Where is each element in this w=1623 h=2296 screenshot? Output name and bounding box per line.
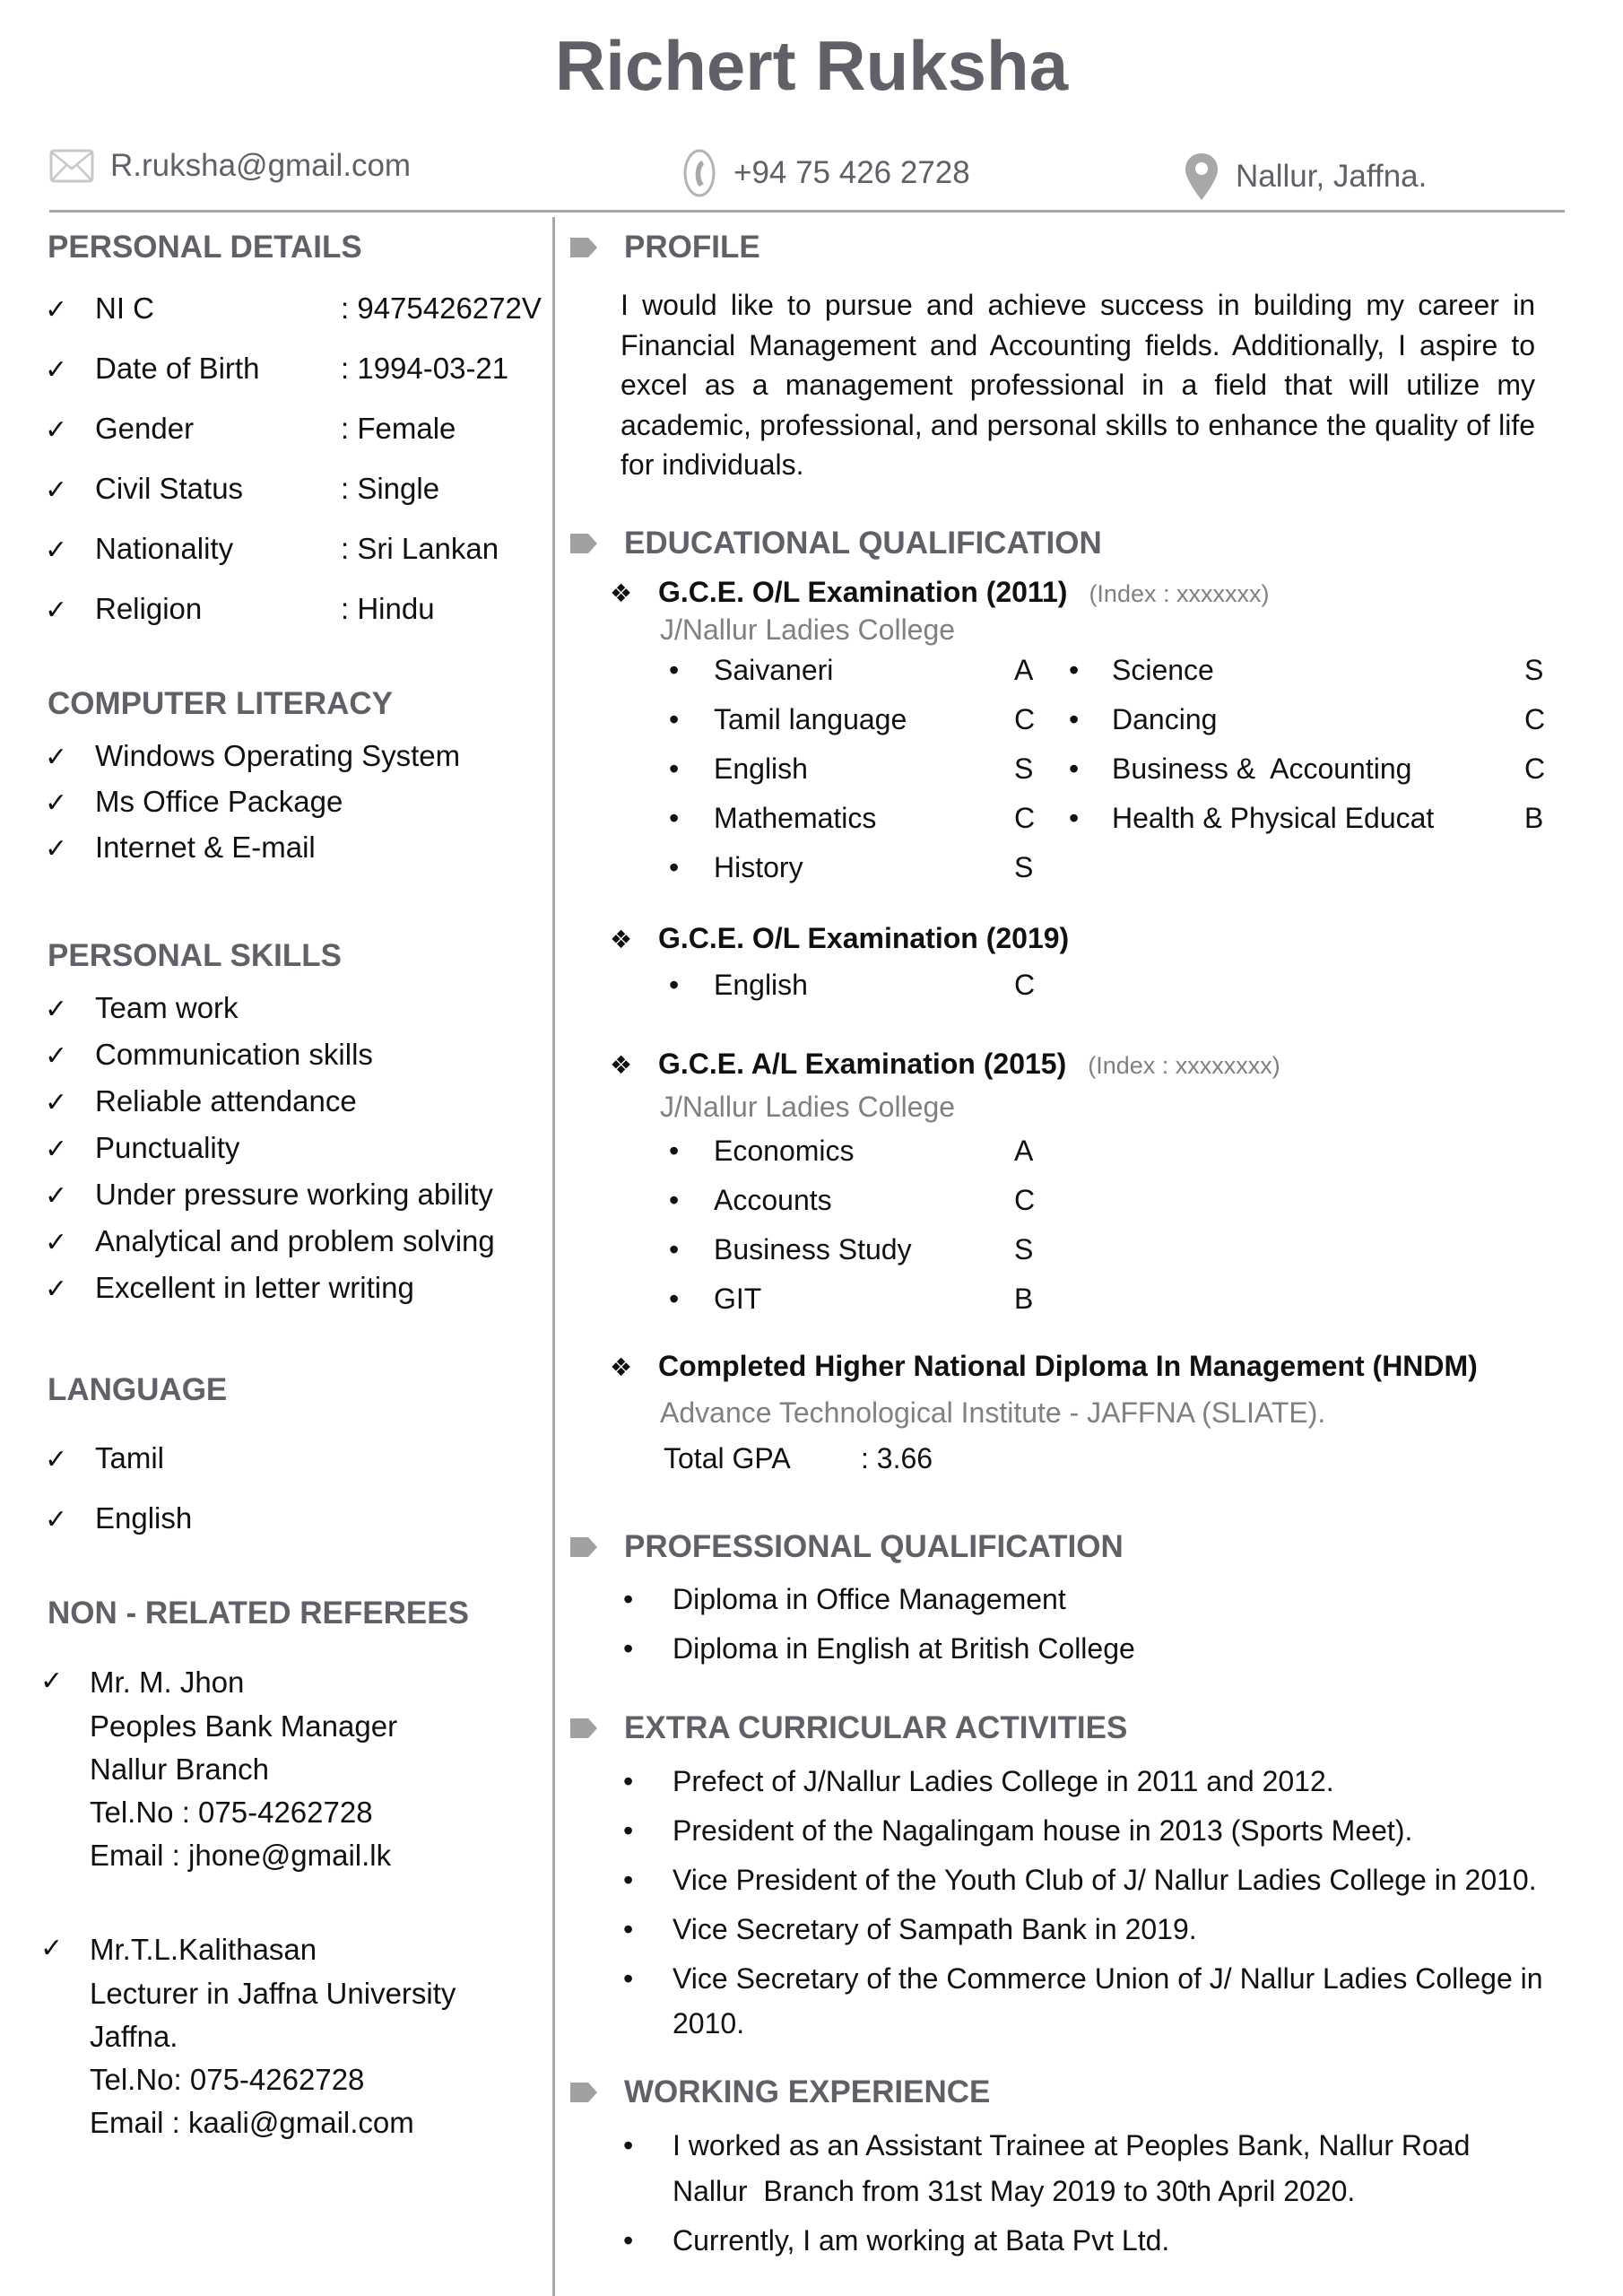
- heading-text: WORKING EXPERIENCE: [624, 2074, 991, 2109]
- personal-skills-heading: PERSONAL SKILLS: [48, 938, 343, 973]
- detail-row: [45, 592, 435, 626]
- exam-index: (Index : xxxxxxxx): [1088, 1052, 1280, 1079]
- item-text: Internet & E-mail: [95, 831, 316, 864]
- detail-label: NI C: [95, 291, 154, 325]
- check-icon: ✓: [45, 995, 68, 1024]
- subject-grade: B: [1014, 1283, 1034, 1315]
- profile-text: I would like to pursue and achieve success in building my career in Financial Management and Accounting fields. Additionally, I aspire to excel as a management professional in a field that will utilize my academic, professional, and personal skills to enhance the quality of life for individuals.: [621, 289, 1535, 481]
- item-text: Tamil: [95, 1441, 165, 1474]
- check-icon: ✓: [40, 1934, 64, 1963]
- referee-phone: Tel.No: 075-4262728: [90, 2063, 365, 2096]
- item-text: Windows Operating System: [95, 739, 461, 772]
- contact-phone: [681, 148, 970, 198]
- language-heading: LANGUAGE: [48, 1372, 228, 1407]
- section-marker-icon: [570, 1718, 597, 1738]
- item-text: Diploma in Office Management: [673, 1583, 1066, 1615]
- list-item: [45, 831, 316, 865]
- check-icon: ✓: [45, 1505, 68, 1535]
- address-text: Nallur, Jaffna.: [1236, 159, 1428, 194]
- subject-name: English: [714, 752, 808, 785]
- subject-grade: C: [1524, 703, 1546, 735]
- subject-name: English: [714, 969, 808, 1001]
- check-icon: ✓: [45, 834, 68, 864]
- detail-row: [45, 472, 440, 506]
- subject-grade: S: [1524, 654, 1544, 686]
- school-name: J/Nallur Ladies College: [660, 1091, 956, 1123]
- detail-label: Religion: [95, 592, 203, 625]
- list-item: [45, 739, 460, 773]
- item-text: Vice Secretary of the Commerce Union of J/ Nallur Ladies College in: [673, 1962, 1543, 1995]
- check-icon: ✓: [45, 1088, 68, 1118]
- subject-name: Health & Physical Educat: [1112, 802, 1435, 834]
- candidate-name: Richert Ruksha: [554, 26, 1069, 105]
- phone-text: +94 75 426 2728: [733, 155, 970, 190]
- bullet-icon: •: [1069, 752, 1080, 785]
- check-icon: ✓: [45, 788, 68, 818]
- email-text: R.ruksha@gmail.com: [110, 148, 412, 183]
- item-text: 2010.: [673, 2007, 745, 2039]
- item-text: Ms Office Package: [95, 785, 343, 818]
- bullet-icon: •: [669, 1233, 680, 1265]
- referee-email: Email : kaali@gmail.com: [90, 2106, 414, 2139]
- item-text: Excellent in letter writing: [95, 1271, 414, 1304]
- subject-name: Mathematics: [714, 802, 877, 834]
- bullet-icon: •: [669, 1283, 680, 1315]
- subject-name: Accounts: [714, 1184, 832, 1216]
- list-item: [45, 1131, 239, 1165]
- bullet-icon: •: [623, 1632, 634, 1665]
- item-text: Vice Secretary of Sampath Bank in 2019.: [673, 1913, 1197, 1945]
- referee-name: Mr. M. Jhon: [90, 1665, 245, 1699]
- bullet-icon: •: [1069, 654, 1080, 686]
- check-icon: ✓: [45, 1228, 68, 1257]
- list-item: [45, 1224, 495, 1258]
- profile-heading: [570, 230, 760, 265]
- subject-name: Dancing: [1112, 703, 1218, 735]
- referee-email: Email : jhone@gmail.lk: [90, 1839, 392, 1872]
- section-marker-icon: [570, 534, 597, 553]
- extra-curricular-heading: [570, 1710, 1127, 1746]
- item-text: English: [95, 1501, 193, 1535]
- gpa-label: Total GPA: [664, 1442, 791, 1474]
- referee-title: Peoples Bank Manager: [90, 1709, 398, 1743]
- subject-name: Business Study: [714, 1233, 912, 1265]
- detail-row: [45, 291, 542, 326]
- diamond-bullet-icon: ❖: [610, 579, 633, 607]
- section-marker-icon: [570, 238, 597, 257]
- referee-phone: Tel.No : 075-4262728: [90, 1796, 373, 1829]
- bullet-icon: •: [623, 1583, 634, 1615]
- subject-name: Science: [1112, 654, 1214, 686]
- subject-grade: A: [1014, 654, 1034, 686]
- exam-title: G.C.E. A/L Examination (2015): [658, 1048, 1067, 1080]
- item-text: Team work: [95, 991, 239, 1024]
- item-text: Currently, I am working at Bata Pvt Ltd.: [673, 2224, 1170, 2257]
- item-text: Nallur Branch from 31st May 2019 to 30th April 2020.: [673, 2175, 1356, 2207]
- bullet-icon: •: [623, 1814, 634, 1847]
- item-text: Vice President of the Youth Club of J/ Nallur Ladies College in 2010.: [673, 1864, 1537, 1896]
- map-pin-icon: [1184, 152, 1219, 202]
- heading-text: PROFESSIONAL QUALIFICATION: [624, 1529, 1124, 1564]
- heading-text: EXTRA CURRICULAR ACTIVITIES: [624, 1710, 1128, 1745]
- detail-label: Gender: [95, 412, 195, 445]
- check-icon: ✓: [45, 1274, 68, 1304]
- diamond-bullet-icon: ❖: [610, 926, 633, 953]
- list-item: [45, 1084, 357, 1118]
- envelope-icon: [49, 149, 94, 183]
- personal-details-heading: PERSONAL DETAILS: [48, 230, 362, 265]
- subject-grade: S: [1014, 851, 1034, 883]
- school-name: J/Nallur Ladies College: [660, 613, 956, 646]
- check-icon: ✓: [45, 1181, 68, 1211]
- check-icon: ✓: [45, 535, 68, 565]
- bullet-icon: •: [669, 654, 680, 686]
- item-text: Diploma in English at British College: [673, 1632, 1135, 1665]
- detail-label: Nationality: [95, 532, 234, 565]
- detail-value: : Sri Lankan: [341, 532, 499, 565]
- bullet-icon: •: [1069, 703, 1080, 735]
- computer-literacy-heading: COMPUTER LITERACY: [48, 686, 393, 721]
- exam-title: G.C.E. O/L Examination (2011): [658, 576, 1068, 608]
- contact-email: [49, 148, 411, 184]
- detail-label: Civil Status: [95, 472, 244, 505]
- check-icon: ✓: [45, 596, 68, 625]
- subject-grade: C: [1014, 802, 1036, 834]
- bullet-icon: •: [623, 1864, 634, 1896]
- subject-grade: A: [1014, 1135, 1034, 1167]
- detail-row: [45, 532, 499, 566]
- detail-label: Date of Birth: [95, 352, 260, 385]
- bullet-icon: •: [623, 2224, 634, 2257]
- professional-heading: [570, 1529, 1124, 1565]
- item-text: Under pressure working ability: [95, 1178, 493, 1211]
- check-icon: ✓: [45, 355, 68, 385]
- contact-address: [1184, 152, 1427, 202]
- item-text: Punctuality: [95, 1131, 240, 1164]
- bullet-icon: •: [669, 1135, 680, 1167]
- detail-value: : Single: [341, 472, 440, 505]
- check-icon: ✓: [45, 295, 68, 325]
- check-icon: ✓: [45, 1041, 68, 1071]
- check-icon: ✓: [45, 1135, 68, 1164]
- referee-title: Lecturer in Jaffna University: [90, 1977, 456, 2010]
- detail-value: : Hindu: [341, 592, 435, 625]
- bullet-icon: •: [623, 1962, 634, 1995]
- subject-grade: S: [1014, 752, 1034, 785]
- list-item: [45, 1441, 164, 1475]
- section-marker-icon: [570, 2083, 597, 2102]
- subject-grade: C: [1524, 752, 1546, 785]
- diamond-bullet-icon: ❖: [610, 1353, 633, 1381]
- item-text: Analytical and problem solving: [95, 1224, 495, 1257]
- hndm-entry: [610, 1350, 1478, 1383]
- check-icon: ✓: [40, 1666, 64, 1696]
- referee-name: Mr.T.L.Kalithasan: [90, 1933, 317, 1966]
- section-marker-icon: [570, 1537, 597, 1557]
- subject-name: Business & Accounting: [1112, 752, 1412, 785]
- list-item: [45, 1501, 192, 1535]
- subject-name: GIT: [714, 1283, 762, 1315]
- bullet-icon: •: [669, 703, 680, 735]
- referee-branch: Nallur Branch: [90, 1752, 269, 1786]
- detail-row: [45, 352, 509, 386]
- bullet-icon: •: [669, 851, 680, 883]
- detail-value: : 1994-03-21: [341, 352, 509, 385]
- bullet-icon: •: [623, 1913, 634, 1945]
- list-item: [45, 1178, 493, 1212]
- exam-title: Completed Higher National Diploma In Management (HNDM): [658, 1350, 1478, 1382]
- exam-ol-2011: [610, 576, 1269, 609]
- check-icon: ✓: [45, 415, 68, 445]
- check-icon: ✓: [45, 1445, 68, 1474]
- bullet-icon: •: [623, 2129, 634, 2161]
- item-text: Communication skills: [95, 1038, 373, 1071]
- detail-row: [45, 412, 456, 446]
- bullet-icon: •: [623, 1765, 634, 1797]
- list-item: [45, 1271, 414, 1305]
- item-text: Reliable attendance: [95, 1084, 357, 1118]
- subject-name: Tamil language: [714, 703, 907, 735]
- exam-ol-2019: [610, 922, 1069, 955]
- list-item: [45, 991, 239, 1025]
- column-divider: [552, 217, 555, 2296]
- diamond-bullet-icon: ❖: [610, 1051, 633, 1079]
- bullet-icon: •: [669, 1184, 680, 1216]
- heading-text: EDUCATIONAL QUALIFICATION: [624, 526, 1102, 561]
- work-experience-heading: [570, 2074, 990, 2110]
- item-text: I worked as an Assistant Trainee at Peoples Bank, Nallur Road: [673, 2129, 1471, 2161]
- bullet-icon: •: [669, 802, 680, 834]
- exam-al-2015: [610, 1048, 1280, 1081]
- bullet-icon: •: [669, 752, 680, 785]
- subject-grade: S: [1014, 1233, 1034, 1265]
- item-text: Prefect of J/Nallur Ladies College in 2011 and 2012.: [673, 1765, 1334, 1797]
- referees-heading: NON - RELATED REFEREES: [48, 1596, 469, 1631]
- education-heading: [570, 526, 1102, 561]
- contact-bar: [49, 148, 1565, 202]
- header-divider: [49, 210, 1565, 213]
- subject-grade: C: [1014, 969, 1036, 1001]
- subject-grade: B: [1524, 802, 1544, 834]
- bullet-icon: •: [1069, 802, 1080, 834]
- check-icon: ✓: [45, 743, 68, 772]
- list-item: [45, 1038, 373, 1072]
- exam-title: G.C.E. O/L Examination (2019): [658, 922, 1070, 954]
- institute-name: Advance Technological Institute - JAFFNA (SLIATE).: [660, 1396, 1326, 1429]
- subject-grade: C: [1014, 1184, 1036, 1216]
- item-text: President of the Nagalingam house in 2013 (Sports Meet).: [673, 1814, 1413, 1847]
- detail-value: : Female: [341, 412, 456, 445]
- subject-grade: C: [1014, 703, 1036, 735]
- subject-name: History: [714, 851, 803, 883]
- detail-value: : 9475426272V: [341, 291, 542, 325]
- heading-text: PROFILE: [624, 230, 760, 265]
- exam-index: (Index : xxxxxxx): [1089, 580, 1270, 607]
- gpa-value: : 3.66: [861, 1442, 933, 1474]
- bullet-icon: •: [669, 969, 680, 1001]
- phone-icon: [681, 148, 717, 198]
- referee-city: Jaffna.: [90, 2020, 178, 2053]
- check-icon: ✓: [45, 475, 68, 505]
- list-item: [45, 785, 343, 819]
- subject-name: Saivaneri: [714, 654, 834, 686]
- subject-name: Economics: [714, 1135, 855, 1167]
